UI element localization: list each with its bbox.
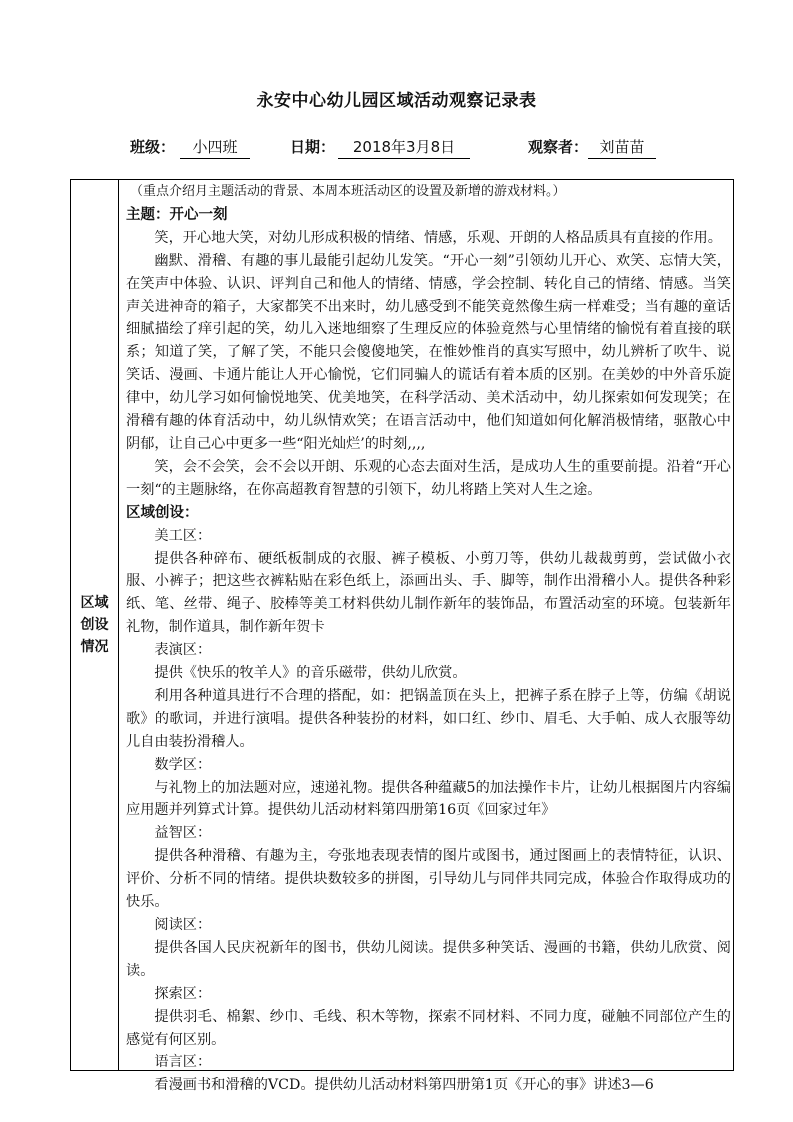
date-value: 2018年3月8日 [338, 136, 470, 159]
row-label-line: 创设 [80, 617, 109, 633]
theme-paragraph: 笑，开心地大笑，对幼儿形成积极的情绪、情感，乐观、开朗的人格品质具有直接的作用。 [154, 229, 722, 246]
class-value: 小四班 [180, 136, 250, 159]
area-paragraph: 利用各种道具进行不合理的搭配，如：把锅盖顶在头上，把裤子系在脖子上等，仿编《胡说歌》的歌词，并进行演唱。提供各种装扮的材料，如口红、纱巾、眉毛、大手帕、成人衣服等幼儿自由装扮滑稽人。 [126, 687, 731, 750]
date-label: 日期： [290, 138, 336, 156]
observer-value: 刘苗苗 [588, 136, 656, 159]
record-meta [0, 136, 793, 158]
area-paragraph: 提供各种滑稽、有趣为主，夸张地表现表情的图片或图书，通过图画上的表情特征，认识、评价、分析不同的情绪。提供块数较多的拼图，引导幼儿与同伴共同完成，体验合作取得成功的快乐。 [126, 848, 731, 911]
observer-label: 观察者： [528, 138, 589, 156]
area-heading: 区域创设： [126, 504, 199, 521]
area-paragraph: 与礼物上的加法题对应，速递礼物。提供各种蕴藏5的加法操作卡片，让幼儿根据图片内容编应用题并列算式计算。提供幼儿活动材料第四册第16页《回家过年》 [126, 779, 731, 819]
area-name-puzzle: 益智区： [154, 825, 212, 842]
instruction-note: （重点介绍月主题活动的背景、本周本班活动区的设置及新增的游戏材料。） [130, 184, 566, 199]
area-paragraph: 提供各国人民庆祝新年的图书，供幼儿阅读。提供多种笑话、漫画的书籍，供幼儿欣赏、阅读。 [126, 939, 731, 979]
area-paragraph: 提供《快乐的牧羊人》的音乐磁带，供幼儿欣赏。 [154, 665, 467, 682]
row-label-line: 情况 [80, 639, 109, 655]
content-cell [126, 181, 731, 1097]
area-name-reading: 阅读区： [154, 917, 212, 933]
area-paragraph: 看漫画书和滑稽的VCD。提供幼儿活动材料第四册第1页《开心的事》讲述3—6 [154, 1077, 654, 1094]
theme-paragraph: 幽默、滑稽、有趣的事儿最能引起幼儿发笑。“开心一刻”引领幼儿开心、欢笑、忘情大笑，在笑声中体验、认识、评判自己和他人的情绪、情感，学会控制、转化自己的情绪、情感。当笑声关进神奇的箱子，大家都笑不出来时，幼儿感受到不能笑竟然像生病一样难受；当有趣的童话细腻描绘了痒引起的笑，幼儿入迷地细察了生理反应的体验竟然与心里情绪的愉悦有着直接的联系；知道了笑，了解了笑，不能只会傻傻地笑，在惟妙惟肖的真实写照中，幼儿辨析了吹牛、说笑话、漫画、卡通片能让人开心愉悦，它们同骗人的谎话有着本质的区别。在美妙的中外音乐旋律中，幼儿学习如何愉悦地笑、优美地笑，在科学活动、美术活动中，幼儿探索如何发现笑；在滑稽有趣的体育活动中，幼儿纵情欢笑；在语言活动中，他们知道如何化解消极情绪，驱散心中阴郁，让自己心中更多一些“阳光灿烂’的时刻,,,, [126, 252, 731, 452]
class-label: 班级： [130, 138, 176, 156]
page-title: 永安中心幼儿园区域活动观察记录表 [256, 91, 537, 111]
theme-paragraph: 笑，会不会笑，会不会以开朗、乐观的心态去面对生活，是成功人生的重要前提。沿着“开心一刻“的主题脉络，在你高超教育智慧的引领下，幼儿将踏上笑对人生之途。 [126, 458, 731, 498]
area-name-language: 语言区： [154, 1054, 212, 1071]
area-name-math: 数学区： [154, 756, 212, 773]
area-name-art: 美工区： [154, 527, 212, 544]
area-name-exploration: 探索区： [154, 985, 212, 1002]
row-label [71, 592, 118, 658]
area-paragraph: 提供羽毛、棉絮、纱巾、毛线、积木等物，探索不同材料、不同力度，碰触不同部位产生的感觉有何区别。 [126, 1008, 731, 1048]
area-name-performance: 表演区： [154, 642, 212, 659]
row-label-line: 区域 [80, 595, 109, 611]
theme-heading: 主题：开心一刻 [126, 206, 228, 223]
row-label-cell [71, 180, 119, 1070]
area-paragraph: 提供各种碎布、硬纸板制成的衣服、裤子模板、小剪刀等，供幼儿裁裁剪剪，尝试做小衣服、小裤子；把这些衣裤粘贴在彩色纸上，添画出头、手、脚等，制作出滑稽小人。提供各种彩纸、笔、丝带、绳子、胶棒等美工材料供幼儿制作新年的装饰品，布置活动室的环境。包装新年礼物，制作道具，制作新年贺卡 [126, 550, 731, 636]
observation-table [70, 179, 734, 1094]
